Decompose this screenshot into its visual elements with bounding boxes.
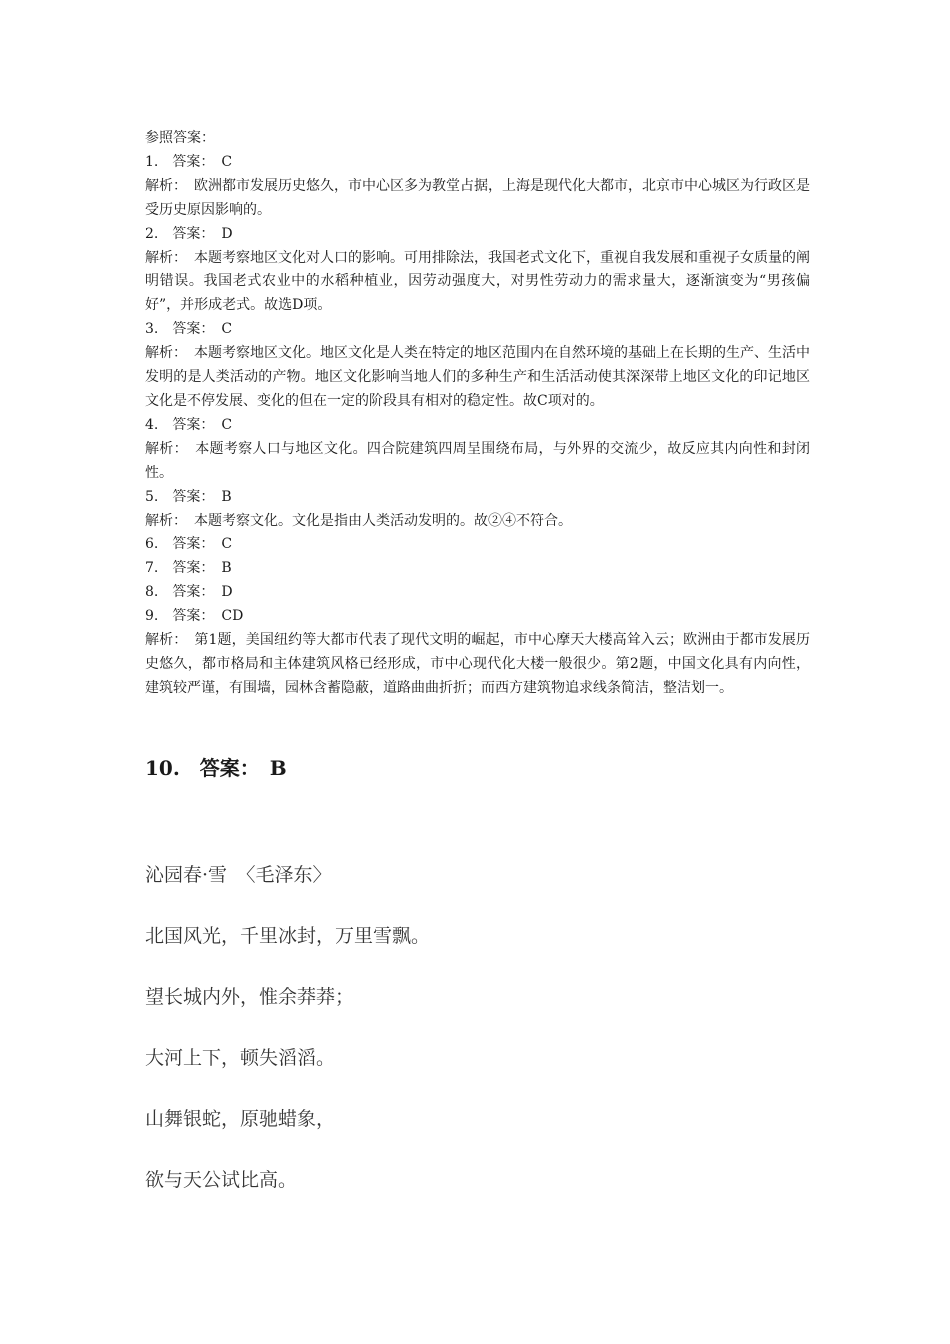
analysis-9: 解析： 第1题，美国纽约等大都市代表了现代文明的崛起，市中心摩天大楼高耸入云；欧洲由于都市发展历史悠久，都市格局和主体建筑风格已经形成，市中心现代化大楼一般很少。第2题，中国文化具有内向性，建筑较严谨，有围墙，园林含蓄隐蔽，道路曲曲折折；而西方建筑物追求线条简洁，整洁划一。 xyxy=(145,632,810,696)
poem-line-1: 北国风光，千里冰封，万里雪飘。 xyxy=(145,925,431,947)
poem-line-4: 山舞银蛇，原驰蜡象， xyxy=(145,1108,336,1130)
answer-key-section xyxy=(145,127,810,701)
answer-line-10: 10. 答案： B xyxy=(145,756,287,780)
answer-line-5: 5. 答案： B xyxy=(145,488,232,505)
analysis-1: 解析： 欧洲都市发展历史悠久，市中心区多为教堂占据，上海是现代化大都市，北京市中心城区为行政区是受历史原因影响的。 xyxy=(145,177,810,218)
answer-line-3: 3. 答案： C xyxy=(145,321,233,338)
answer-line-8: 8. 答案： D xyxy=(145,584,233,601)
poem-section xyxy=(145,860,430,1226)
answer-line-6: 6. 答案： C xyxy=(145,536,233,553)
poem-line-5: 欲与天公试比高。 xyxy=(145,1169,298,1191)
answer-line-7: 7. 答案： B xyxy=(145,560,232,577)
analysis-2: 解析： 本题考察地区文化对人口的影响。可用排除法，我国老式文化下，重视自我发展和重视子女质量的阐明错误。我国老式农业中的水稻种植业，因劳动强度大，对男性劳动力的需求量大，逐渐演变为“男孩偏好”，并形成老式。故选D项。 xyxy=(145,249,810,314)
answer-line-1: 1. 答案： C xyxy=(145,153,233,170)
analysis-5: 解析： 本题考察文化。文化是指由人类活动发明的。故②④不符合。 xyxy=(145,512,572,529)
analysis-3: 解析： 本题考察地区文化。地区文化是人类在特定的地区范围内在自然环境的基础上在长期的生产、生活中发明的是人类活动的产物。地区文化影响当地人们的多种生产和生活活动使其深深带上地区文化的印记地区文化是不停发展、变化的但在一定的阶段具有相对的稳定性。故C项对的。 xyxy=(145,345,810,409)
answers-header: 参照答案： xyxy=(145,130,215,146)
poem-line-3: 大河上下，顿失滔滔。 xyxy=(145,1047,336,1069)
answer-line-2: 2. 答案： D xyxy=(145,225,233,242)
analysis-4: 解析： 本题考察人口与地区文化。四合院建筑四周呈围绕布局，与外界的交流少，故反应其内向性和封闭性。 xyxy=(145,440,810,481)
poem-title: 沁园春·雪 〈毛泽东〉 xyxy=(145,864,332,886)
answer-line-9: 9. 答案： CD xyxy=(145,608,244,625)
poem-line-2: 望长城内外，惟余莽莽； xyxy=(145,986,355,1008)
answer-line-4: 4. 答案： C xyxy=(145,416,233,433)
